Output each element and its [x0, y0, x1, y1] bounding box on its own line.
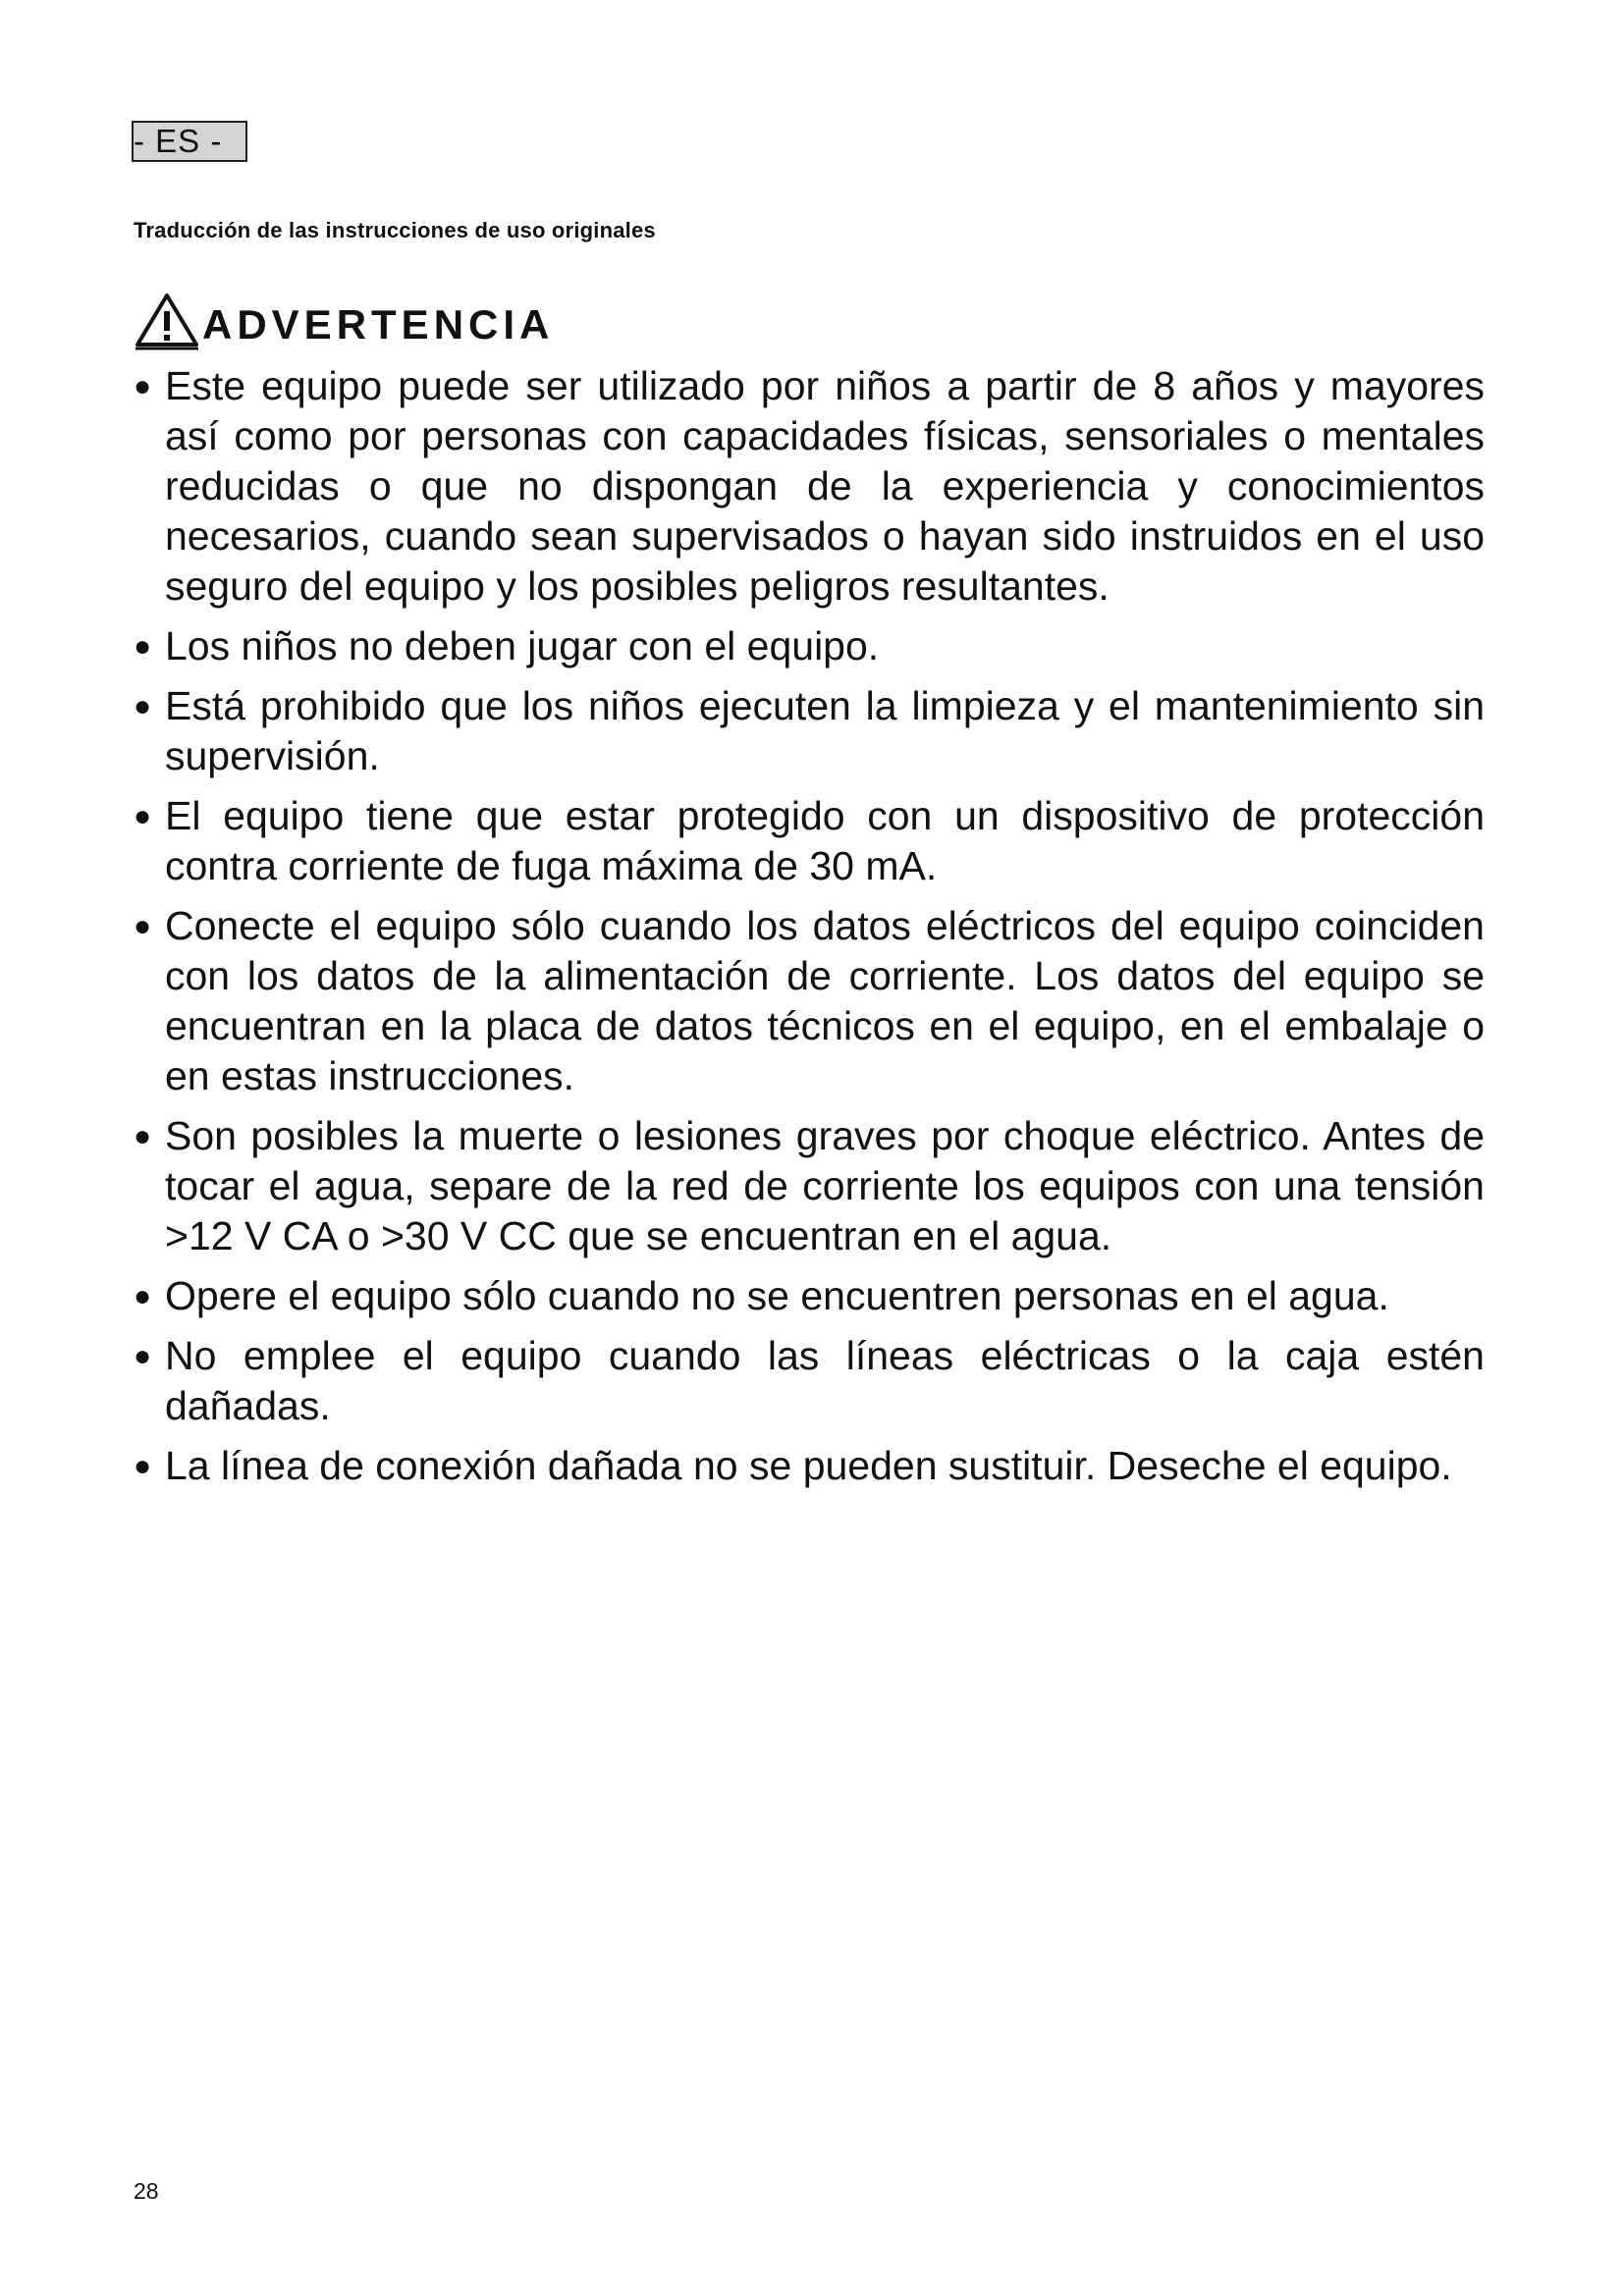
warning-item [132, 901, 1485, 1101]
bullet-icon: ● [134, 1280, 152, 1312]
bullet-icon: ● [134, 910, 152, 942]
warning-item [132, 1331, 1485, 1431]
bullet-icon: ● [134, 370, 152, 402]
warning-list [132, 361, 1485, 1501]
bullet-icon: ● [134, 630, 152, 663]
warning-item-text: Los niños no deben jugar con el equipo. [165, 623, 880, 668]
bullet-icon: ● [134, 690, 152, 722]
warning-item [132, 361, 1485, 612]
warning-title: ADVERTENCIA [202, 301, 555, 347]
bullet-icon: ● [134, 1450, 152, 1482]
warning-triangle-icon [132, 290, 202, 352]
warning-item [132, 1111, 1485, 1261]
warning-heading [132, 278, 554, 352]
bullet-icon: ● [134, 1340, 152, 1372]
warning-item [132, 1441, 1485, 1491]
warning-item [132, 1271, 1485, 1321]
warning-item-text: La línea de conexión dañada no se pueden sustituir. Deseche el equipo. [165, 1443, 1452, 1488]
bullet-icon: ● [134, 1120, 152, 1152]
warning-item-text: No emplee el equipo cuando las líneas eléctricas o la caja estén dañadas. [165, 1333, 1485, 1428]
bullet-icon: ● [134, 800, 152, 832]
warning-item [132, 791, 1485, 891]
warning-item-text: Son posibles la muerte o lesiones graves por choque eléctrico. Antes de tocar el agua, separe de la red de corriente los equipos con una tensión >12 V CA o >30 V CC que se encuentran en el agua. [165, 1113, 1485, 1258]
warning-item [132, 681, 1485, 781]
document-subtitle: Traducción de las instrucciones de uso originales [134, 218, 656, 242]
warning-item-text: Opere el equipo sólo cuando no se encuentren personas en el agua. [165, 1273, 1389, 1318]
page-number: 28 [134, 2178, 159, 2204]
warning-item-text: Está prohibido que los niños ejecuten la limpieza y el mantenimiento sin supervisión. [165, 683, 1485, 778]
warning-item-text: Este equipo puede ser utilizado por niños a partir de 8 años y mayores así como por personas con capacidades físicas, sensoriales o mentales reducidas o que no dispongan de la experiencia y conocimientos necesarios, cuando sean supervisados o hayan sido instruidos en el uso seguro del equipo y los posibles peligros resultantes. [165, 363, 1485, 609]
warning-item-text: El equipo tiene que estar protegido con un dispositivo de protección contra corriente de fuga máxima de 30 mA. [165, 793, 1485, 888]
warning-item [132, 621, 1485, 671]
warning-item-text: Conecte el equipo sólo cuando los datos eléctricos del equipo coinciden con los datos de la alimentación de corriente. Los datos del equipo se encuentran en la placa de datos técnicos en el equipo, en el embalaje o en estas instrucciones. [165, 903, 1485, 1098]
language-tag: - ES - [132, 121, 247, 162]
